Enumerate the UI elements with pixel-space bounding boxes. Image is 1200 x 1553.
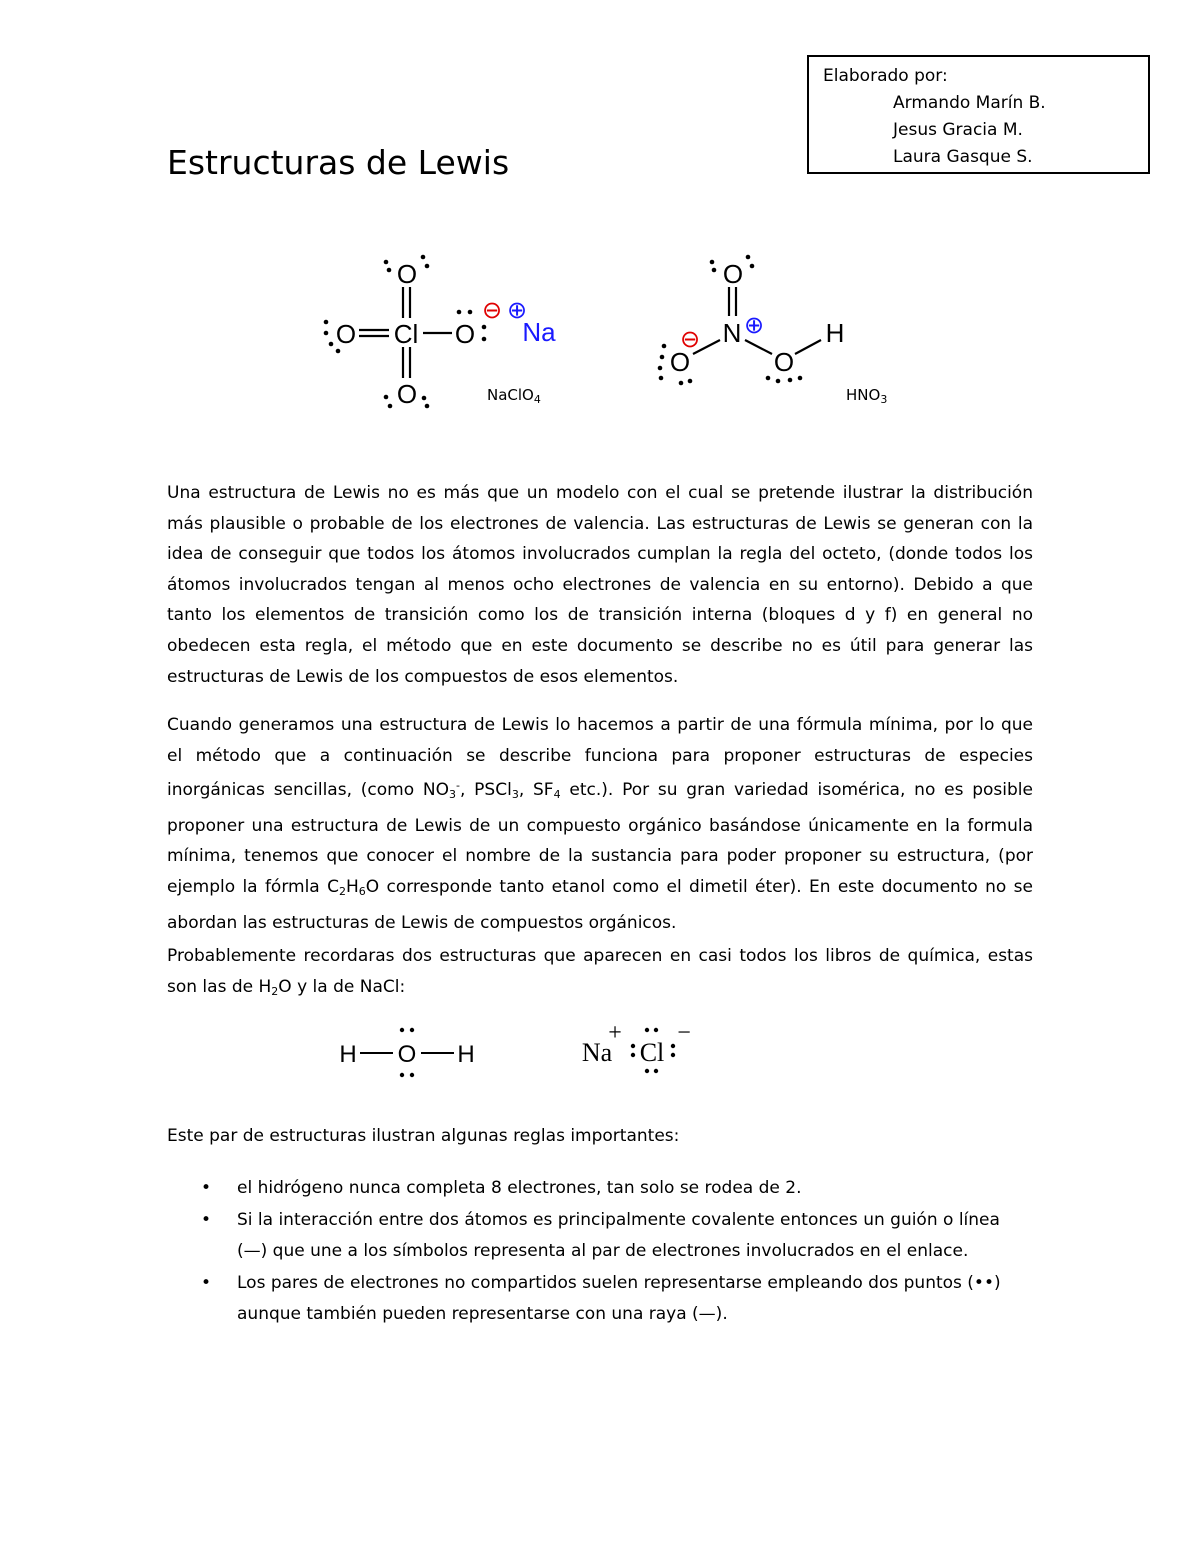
- hno3-structure: [640, 240, 880, 400]
- atom-o: O: [335, 319, 357, 349]
- atom-o: O: [722, 259, 744, 289]
- paragraph-intro: Una estructura de Lewis no es más que un modelo con el cual se pretende ilustrar la distribución más plausible o probable de los electrones de valencia. Las estructuras de Lewis se generan con la idea de conseguir que todos los átomos involucrados cumplan la regla del octeto, (donde todos los átomos involucrados tengan al menos ocho electrones de valencia en su entorno). Debido a que tanto los elementos de transición como los de transición interna (bloques d y f) en general no obedecen esta regla, el método que en este documento se describe no es útil para generar las estructuras de Lewis de los compuestos de esos elementos.: [167, 483, 1033, 687]
- atom-o: O: [454, 319, 476, 349]
- atom-na: Na: [581, 1038, 613, 1067]
- author-name: Armando Marín B.: [893, 93, 1046, 113]
- negative-charge: ⊖: [679, 326, 701, 353]
- h2o-structure: [330, 1020, 490, 1085]
- paragraph-rules-intro: Este par de estructuras ilustran algunas reglas importantes:: [167, 1126, 680, 1146]
- bullet-icon: •: [201, 1178, 212, 1198]
- credits-box: [807, 55, 1150, 174]
- atom-h: H: [339, 1041, 357, 1068]
- positive-charge: ⊕: [743, 312, 765, 339]
- page-title: Estructuras de Lewis: [167, 143, 510, 182]
- naclo4-caption: NaClO$_4$: [487, 386, 541, 406]
- author-name: Jesus Gracia M.: [893, 120, 1023, 140]
- negative-charge: ⊖: [481, 297, 503, 324]
- positive-charge: ⊕: [506, 297, 528, 324]
- atom-o: O: [396, 379, 418, 409]
- atom-o: O: [396, 259, 418, 289]
- credits-label: Elaborado por:: [823, 66, 948, 86]
- list-item: • Los pares de electrones no compartidos suelen representarse empleando dos puntos (••) aunque también pueden representarse con una raya (—).: [167, 1268, 1033, 1330]
- atom-o: O: [773, 347, 795, 377]
- paragraph-examples: Probablemente recordaras dos estructuras que aparecen en casi todos los libros de química, estas son las de $H_2O$ y la de NaCl:: [167, 946, 1033, 998]
- positive-charge: +: [608, 1020, 622, 1046]
- atom-h: H: [825, 318, 845, 348]
- atom-n: N: [722, 318, 742, 348]
- atom-cl: Cl: [393, 319, 419, 349]
- atom-o: O: [669, 347, 691, 377]
- bullet-icon: •: [201, 1273, 212, 1293]
- author-name: Laura Gasque S.: [893, 147, 1033, 167]
- list-item: • el hidrógeno nunca completa 8 electrones, tan solo se rodea de 2.: [167, 1173, 1033, 1204]
- atom-h: H: [457, 1041, 475, 1068]
- atom-o: O: [397, 1041, 417, 1068]
- bullet-icon: •: [201, 1210, 212, 1230]
- rules-list: [167, 1173, 1033, 1330]
- nacl-structure: [570, 1015, 700, 1080]
- atom-cl: Cl: [639, 1038, 665, 1067]
- list-item: • Si la interacción entre dos átomos es principalmente covalente entonces un guión o línea (—) que une a los símbolos representa al par de electrones involucrados en el enlace.: [167, 1205, 1033, 1267]
- hno3-caption: $HNO_3$: [846, 386, 888, 406]
- negative-charge: −: [677, 1020, 691, 1046]
- atom-na: Na: [522, 317, 556, 347]
- paragraph-method: Cuando generamos una estructura de Lewis lo hacemos a partir de una fórmula mínima, por lo que el método que a continuación se describe funciona para proponer estructuras de especies inorgánicas sencillas, (como $NO_3^-$, PSCl$_3$, $SF_4$ etc.). Por su gran variedad isomérica, no es posible proponer una estructura de Lewis de un compuesto orgánico basándose únicamente en la formula mínima, tenemos que conocer el nombre de la sustancia para poder proponer su estructura, (por ejemplo la fórmla $C_2H_6O$ corresponde tanto etanol como el dimetil éter). En este documento no se abordan las estructuras de Lewis de compuestos orgánicos.: [167, 715, 1033, 933]
